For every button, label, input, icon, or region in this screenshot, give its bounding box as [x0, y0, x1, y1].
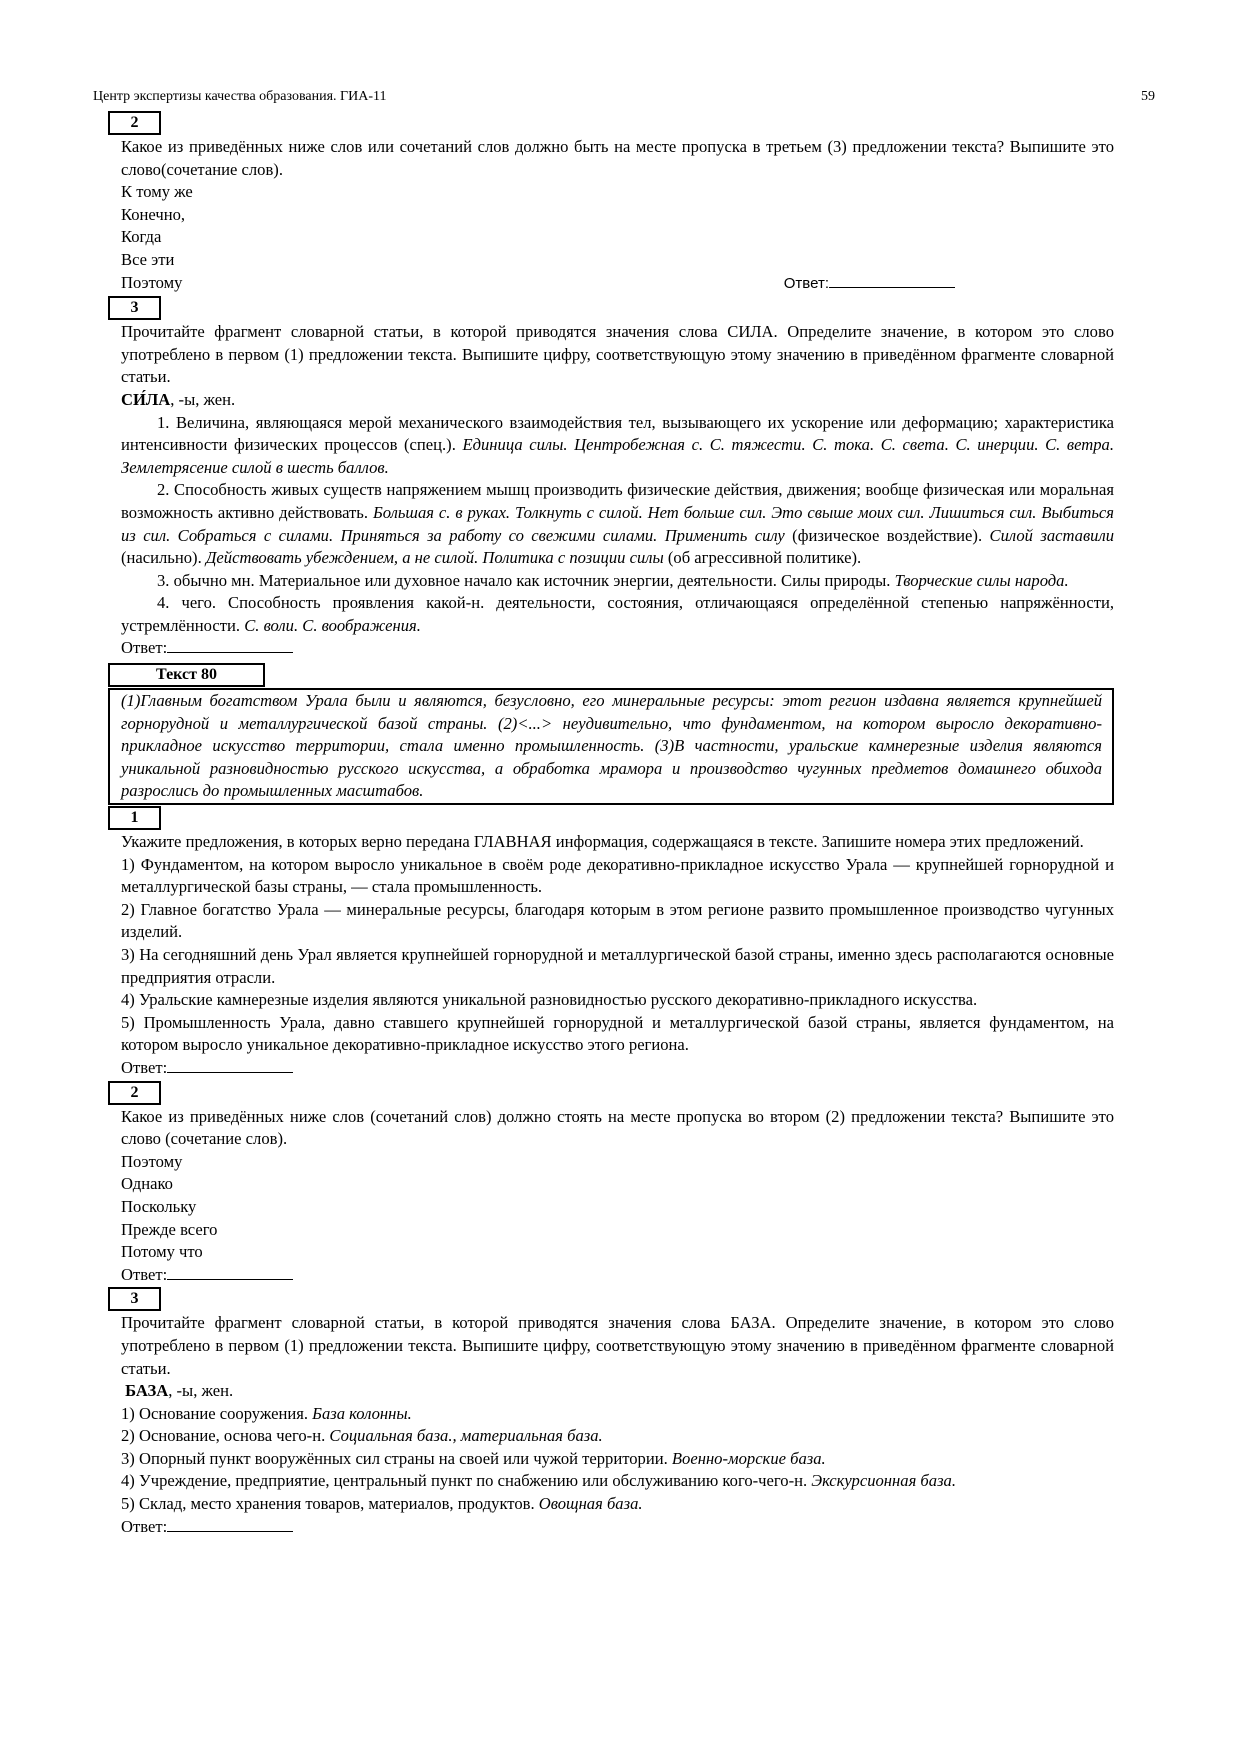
text-number-box: Текст 80 [108, 663, 265, 687]
option-item: Однако [121, 1174, 173, 1194]
dictionary-definition: 4. чего. Способность проявления какой-н. деятельности, состояния, отличающаяся определённой степенью напряжённости, устремлённости. С. воли. С. воображения. [121, 593, 1114, 635]
option-item: Потому что [121, 1242, 203, 1262]
option-item: 2) Главное богатство Урала — минеральные ресурсы, благодаря которым в этом регионе развито промышленное производство чугунных изделий. [121, 899, 1114, 942]
dictionary-definition: 2) Основание, основа чего-н. Социальная база., материальная база. [121, 1426, 603, 1446]
dictionary-grammar: , -ы, жен. [170, 389, 236, 409]
option-item: Поэтому [121, 272, 183, 292]
task-number-box: 3 [108, 1287, 161, 1311]
page-content [121, 110, 1114, 1538]
task-question: Какое из приведённых ниже слов (сочетаний слов) должно стоять на месте пропуска во втором (2) предложении текста? Выпишите это слово (сочетание слов). [121, 1106, 1114, 1149]
answer-line[interactable] [167, 1264, 293, 1280]
task-question: Какое из приведённых ниже слов или сочетаний слов должно быть на месте пропуска в третьем (3) предложении текста? Выпишите это слово(сочетание слов). [121, 137, 1114, 179]
header-title: Центр экспертизы качества образования. ГИА-11 [93, 89, 387, 104]
task-number-box: 2 [108, 111, 161, 135]
answer-field[interactable] [121, 1057, 1114, 1080]
source-text: (1)Главным богатством Урала были и являются, безусловно, его минеральные ресурсы: этот регион издавна является крупнейшей горнорудной и металлургической базой страны. (2)<...> неудивительно, что фундаментом, на котором выросло декоративно-прикладное искусство территории, стала именно промышленность. (3)В частности, уральские камнерезные изделия являются уникальной разновидностью русского искусства, а обработка мрамора и производство чугунных предметов домашнего обихода разрослись до промышленных масштабов. [121, 691, 1102, 801]
task-question: Прочитайте фрагмент словарной статьи, в которой приводятся значения слова БАЗА. Определите значение, в котором это слово употреблено в первом (1) предложении текста. Выпишите цифру, соответствующую этому значению в приведённом фрагменте словарной статьи. [121, 1313, 1114, 1378]
option-item: Конечно, [121, 204, 186, 224]
task-number-box: 2 [108, 1081, 161, 1105]
dictionary-definition: 4) Учреждение, предприятие, центральный пункт по снабжению или обслуживанию кого-чего-н. Экскурсионная база. [121, 1471, 956, 1491]
answer-line[interactable] [167, 1516, 293, 1532]
answer-label: Ответ: [121, 1057, 168, 1077]
option-item: К тому же [121, 182, 193, 202]
task-question: Прочитайте фрагмент словарной статьи, в которой приводятся значения слова СИЛА. Определите значение, в котором это слово употреблено в первом (1) предложении текста. Выпишите цифру, соответствующую этому значению в приведённом фрагменте словарной статьи. [121, 322, 1114, 387]
answer-label: Ответ: [783, 274, 829, 292]
option-item: 5) Промышленность Урала, давно ставшего крупнейшей горнорудной и металлургической базой страны, является фундаментом, на котором выросло уникальное декоративно-прикладное искусство этого региона. [121, 1012, 1114, 1055]
answer-line[interactable] [167, 1057, 293, 1073]
dictionary-headword-line [121, 1380, 1114, 1403]
answer-field[interactable] [784, 272, 955, 296]
answer-line[interactable] [829, 272, 955, 288]
page-number: 59 [1141, 89, 1155, 104]
option-item: Все эти [121, 249, 175, 269]
option-item: Поэтому [121, 1151, 183, 1171]
option-item: Когда [121, 227, 162, 247]
dictionary-definition: 1) Основание сооружения. База колонны. [121, 1403, 412, 1423]
dictionary-definition: 2. Способность живых существ напряжением мышц производить физические действия, движения; вообще физическая или моральная возможность активно действовать. Большая с. в руках. Толкнуть с силой. Нет больше сил. Это свыше моих сил. Лишиться сил. Выбиться из сил. Собраться с силами. Приняться за работу со свежими силами. Применить силу (физическое воздействие). Силой заставили (насильно). Действовать убеждением, а не силой. Политика с позиции силы (об агрессивной политике). [121, 480, 1114, 568]
answer-line[interactable] [167, 637, 293, 653]
answer-field[interactable] [121, 1516, 1114, 1539]
option-item: Поскольку [121, 1196, 197, 1216]
answer-field[interactable] [121, 637, 1114, 660]
task-number-box: 3 [108, 296, 161, 320]
answer-label: Ответ: [121, 1516, 168, 1536]
dictionary-headword: СИ́ЛА [121, 389, 171, 409]
answer-label: Ответ: [121, 638, 168, 658]
dictionary-definition: 3) Опорный пункт вооружённых сил страны на своей или чужой территории. Военно-морские база. [121, 1448, 826, 1468]
dictionary-definition: 3. обычно мн. Материальное или духовное начало как источник энергии, деятельности. Силы природы. Творческие силы народа. [157, 570, 1069, 590]
dictionary-headword: БАЗА [125, 1381, 169, 1401]
dictionary-grammar: , -ы, жен. [168, 1381, 234, 1401]
answer-field[interactable] [121, 1264, 1114, 1287]
option-item: 1) Фундаментом, на котором выросло уникальное в своём роде декоративно-прикладное искусство Урала — крупнейшей горнорудной и металлургической базы страны, — стала промышленность. [121, 854, 1114, 897]
dictionary-definition: 1. Величина, являющаяся мерой механического взаимодействия тел, вызывающего их ускорение или деформацию; характеристика интенсивности физических процессов (спец.). Единица силы. Центробежная с. С. тяжести. С. тока. С. света. С. инерции. С. ветра. Землетрясение силой в шесть баллов. [121, 412, 1115, 477]
task-question: Укажите предложения, в которых верно передана ГЛАВНАЯ информация, содержащаяся в тексте. Запишите номера этих предложений. [121, 832, 1084, 852]
option-answer-row [121, 272, 1114, 296]
option-item: 3) На сегодняшний день Урал является крупнейшей горнорудной и металлургической базой страны, именно здесь располагаются основные предприятия отрасли. [121, 945, 1114, 987]
answer-label: Ответ: [121, 1264, 168, 1284]
dictionary-definition: 5) Склад, место хранения товаров, материалов, продуктов. Овощная база. [121, 1494, 643, 1514]
task-number-box: 1 [108, 806, 161, 830]
dictionary-headword-line [121, 389, 1114, 412]
source-text-box [108, 688, 1114, 805]
option-item: Прежде всего [121, 1219, 218, 1239]
option-item: 4) Уральские камнерезные изделия являются уникальной разновидностью русского декоративно-прикладного искусства. [121, 990, 978, 1010]
